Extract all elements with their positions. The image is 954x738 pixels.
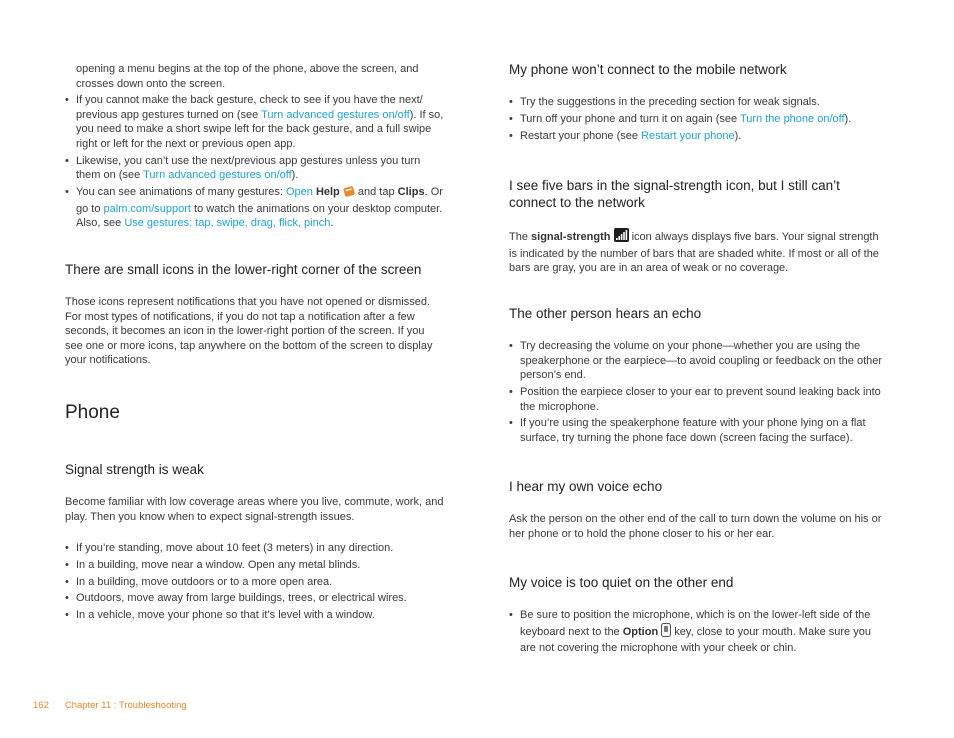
list-item: • In a building, move outdoors or to a more open area. (65, 575, 445, 590)
heading-phone: Phone (65, 402, 120, 423)
page-number: 162 (33, 700, 49, 711)
list-item: • If you’re using the speakerphone feature with your phone lying on a flat surface, try turning the phone face down (screen facing the surface). (509, 416, 889, 445)
heading-voice-too-quiet: My voice is too quiet on the other end (509, 575, 734, 590)
link-turn-advanced-gestures[interactable]: Turn advanced gestures on/off (143, 169, 292, 182)
link-use-gestures[interactable]: Use gestures: tap, swipe, drag, flick, pinch (124, 217, 331, 230)
gesture-bullets (65, 93, 445, 233)
signal-strength-icon (614, 228, 629, 247)
list-item: • Outdoors, move away from large buildings, trees, or electrical wires. (65, 591, 445, 606)
heading-small-icons: There are small icons in the lower-right corner of the screen (65, 262, 422, 277)
heading-no-network: My phone won’t connect to the mobile network (509, 62, 787, 77)
link-restart-phone[interactable]: Restart your phone (641, 129, 735, 142)
heading-signal-weak: Signal strength is weak (65, 462, 204, 477)
link-palm-support[interactable]: palm.com/support (103, 202, 191, 215)
echo-bullets (509, 339, 889, 448)
help-icon (343, 185, 355, 202)
network-bullets (509, 95, 889, 145)
list-item: • If you’re standing, move about 10 feet (3 meters) in any direction. (65, 541, 445, 556)
link-turn-phone-on-off[interactable]: Turn the phone on/off (739, 112, 845, 125)
page-footer (33, 700, 203, 711)
option-key-icon (661, 623, 671, 642)
list-item: • Be sure to position the microphone, which is on the lower-left side of the keyboard next to the Option key, close to your mouth. Make sure you are not covering the microphone with your cheek or chin. (509, 608, 889, 656)
quiet-bullets (509, 608, 889, 658)
continued-text: opening a menu begins at the top of the phone, above the screen, and crosses down onto the screen. (76, 63, 419, 90)
signal-bullets (65, 541, 445, 625)
list-item: • Try decreasing the volume on your phone—whether you are using the speakerphone or the earpiece—to avoid coupling or feedback on the other person’s end. (509, 339, 889, 383)
list-item: • Position the earpiece closer to your ear to prevent sound leaking back into the microphone. (509, 385, 889, 414)
small-icons-text: Those icons represent notifications that you have not opened or dismissed. For most types of notifications, if you do not tap a notification after a few seconds, it becomes an icon in the lower-right portion of the screen. If you see one or more icons, tap anywhere on the bottom of the screen to display your notifications. (65, 296, 433, 367)
list-item: • Turn off your phone and turn it on again (see Turn the phone on/off). (509, 112, 889, 127)
list-item: • Likewise, you can’t use the next/previous app gestures unless you turn them on (see Turn advanced gestures on/off). (65, 154, 445, 183)
signal-weak-text: Become familiar with low coverage areas where you live, commute, work, and play. Then you know when to expect signal-strength issues. (65, 496, 444, 523)
chapter-label: Chapter 11 : Troubleshooting (64, 700, 187, 711)
heading-other-hears-echo: The other person hears an echo (509, 306, 702, 321)
list-item: • You can see animations of many gestures: Open Help and tap Clips. Or go to palm.com/support to watch the animations on your desktop computer. Also, see Use gestures: tap, swipe, drag, flick, pinch. (65, 185, 445, 231)
link-open[interactable]: Open (285, 185, 313, 198)
five-bars-text: The signal-strength icon always displays five bars. Your signal strength is indicated by the number of bars that are shaded white. If most or all of the bars are gray, you are in an area of weak or no coverage. (509, 228, 889, 276)
link-turn-advanced-gestures[interactable]: Turn advanced gestures on/off (261, 108, 410, 121)
heading-own-voice-echo: I hear my own voice echo (509, 479, 663, 494)
list-item: • Try the suggestions in the preceding section for weak signals. (509, 95, 889, 110)
list-item: • Restart your phone (see Restart your phone). (509, 129, 889, 144)
list-item: • If you cannot make the back gesture, check to see if you have the next/ previous app gestures turned on (see Turn advanced gestures on/off). If so, you need to make a short swipe left for the back gesture, and a full swipe right or left for the next or previous open app. (65, 93, 445, 151)
heading-five-bars: I see five bars in the signal-strength icon, but I still can’t connect to the network (509, 178, 840, 210)
own-voice-echo-text: Ask the person on the other end of the call to turn down the volume on his or her phone or to hold the phone closer to his or her ear. (509, 513, 882, 540)
list-item: • In a vehicle, move your phone so that it’s level with a window. (65, 608, 445, 623)
list-item: • In a building, move near a window. Open any metal blinds. (65, 558, 445, 573)
